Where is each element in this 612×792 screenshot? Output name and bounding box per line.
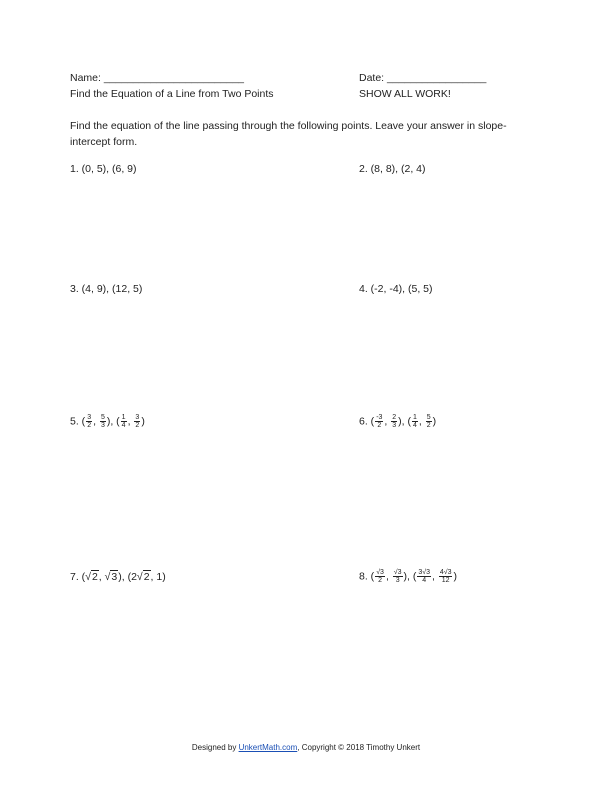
name-field-label: Name: ________________________ bbox=[70, 72, 244, 84]
square-root: √2 bbox=[85, 571, 98, 583]
fraction: $\frac{-3}{2}$ bbox=[376, 414, 383, 429]
fraction: $\frac{4√3}{12}$ bbox=[439, 569, 452, 584]
footer-prefix: Designed by bbox=[191, 743, 239, 752]
date-field-label: Date: _________________ bbox=[359, 72, 487, 84]
fraction: $\frac{√3}{2}$ bbox=[376, 569, 384, 584]
problem-7: 7. (√2, √3), (2√2, 1) bbox=[70, 571, 166, 583]
show-work-note: SHOW ALL WORK! bbox=[359, 88, 451, 100]
problem-1: 1. (0, 5), (6, 9) bbox=[70, 163, 137, 175]
fraction: $\frac{3}{2}$ bbox=[87, 414, 92, 429]
footer-copyright: , Copyright © 2018 Timothy Unkert bbox=[297, 743, 421, 752]
problem-6: 6. ( $\frac{-3}{2}$ , $\frac{2}{3}$ ), ( $\frac{1}{4}$ , $\frac{5}{2}$ ) bbox=[359, 414, 437, 429]
fraction: $\frac{√3}{3}$ bbox=[393, 569, 402, 584]
problem-number: 7. bbox=[70, 571, 79, 583]
square-root: √2 bbox=[136, 571, 150, 583]
fraction: $\frac{3√3}{4}$ bbox=[418, 569, 430, 584]
problem-number: 6. bbox=[359, 415, 368, 428]
footer-link[interactable]: UnkertMath.com bbox=[238, 743, 298, 752]
problem-number: 8. bbox=[359, 570, 368, 583]
fraction: $\frac{5}{3}$ bbox=[100, 414, 105, 429]
square-root: √3 bbox=[104, 571, 118, 583]
fraction: $\frac{2}{3}$ bbox=[392, 414, 397, 429]
fraction: $\frac{1}{4}$ bbox=[121, 414, 126, 429]
problem-8: 8. ( $\frac{√3}{2}$ , $\frac{√3}{3}$ ), ( $\frac{3√3}{4}$ , $\frac{4√3}{12}$ ) bbox=[359, 569, 457, 584]
problem-number: 5. bbox=[70, 415, 79, 428]
fraction: $\frac{5}{2}$ bbox=[426, 414, 431, 429]
problem-3: 3. (4, 9), (12, 5) bbox=[70, 283, 143, 295]
fraction: $\frac{3}{2}$ bbox=[135, 414, 140, 429]
instructions: Find the equation of the line passing through the following points. Leave your answer in slope-intercept form. bbox=[70, 120, 507, 148]
worksheet-title: Find the Equation of a Line from Two Points bbox=[70, 88, 274, 100]
problem-5: 5. ( $\frac{3}{2}$ , $\frac{5}{3}$ ), ( $\frac{1}{4}$ , $\frac{3}{2}$ ) bbox=[70, 414, 145, 429]
problem-4: 4. (-2, -4), (5, 5) bbox=[359, 283, 433, 295]
problem-2: 2. (8, 8), (2, 4) bbox=[359, 163, 426, 175]
fraction: $\frac{1}{4}$ bbox=[413, 414, 417, 429]
footer bbox=[0, 743, 612, 752]
